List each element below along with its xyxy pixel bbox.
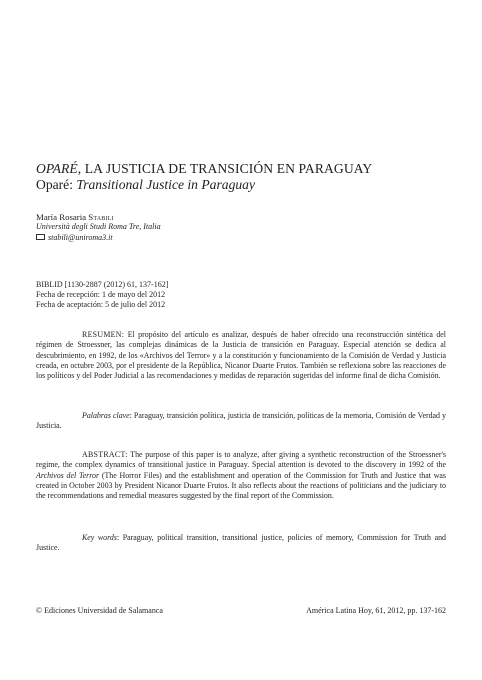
resumen-paragraph (36, 330, 446, 381)
envelope-icon (36, 234, 45, 240)
palabras-clave-section (36, 411, 446, 432)
resumen-section (36, 330, 446, 381)
keywords-section (36, 533, 446, 554)
article-title (36, 160, 456, 177)
author-first-names: María Rosaria (36, 212, 89, 222)
palabras-clave-label: Palabras clave (82, 411, 130, 420)
author-email[interactable]: stabili@uniroma3.it (48, 233, 113, 242)
palabras-clave-text: : Paraguay, transición política, justicia de transición, políticas de la memoria, Comisión de Verdad y Justicia. (36, 411, 446, 431)
abstract-italic-text: Archivos del Terror (36, 470, 100, 480)
keywords-paragraph (36, 533, 446, 554)
keywords-label: Key words (82, 533, 117, 542)
bibliographic-info (36, 280, 168, 311)
biblid: BIBLID [1130-2887 (2012) 61, 137-162] (36, 280, 169, 289)
title-italic: OPARÉ (36, 161, 78, 176)
abstract-text-before: The purpose of this paper is to analyze, after giving a synthetic reconstruction of the Stroessner's regime, the complex dynamics of transitional justice in Paraguay. Special attention is devoted to the discovery in 1992 of the (36, 450, 446, 470)
author-affiliation: Università degli Studi Roma Tre, Italia (36, 222, 161, 231)
subtitle-plain: Oparé: (36, 177, 77, 192)
author-email-line (36, 233, 113, 243)
footer-journal-citation: América Latina Hoy, 61, 2012, pp. 137-162 (306, 606, 446, 615)
abstract-label: ABSTRACT: (82, 450, 128, 459)
resumen-label: RESUMEN: (82, 330, 125, 339)
author-surname: Stabili (88, 212, 114, 222)
abstract-paragraph (36, 450, 446, 501)
palabras-clave-paragraph (36, 411, 446, 432)
resumen-text: El propósito del artículo es analizar, después de haber ofrecido una reconstrucción sintética del régimen de Stroessner, las complejas dinámicas de la Justicia de transición en Paraguay. Especial atención se dedica al descubrimiento, en 1992, de los «Archivos del Terror» y a la constitución y funcionamiento de la Comisión de Verdad y Justicia creada, en octubre 2003, por el presidente de la República, Nicanor Duarte Frutos. También se reflexiona sobre las reacciones de los políticos y del Poder Judicial a las recomendaciones y medidas de reparación sugeridas del informe final de dicha Comisión. (36, 330, 446, 381)
abstract-text-after: (The Horror Files) and the establishment and operation of the Commission for Truth and Justice that was created in October 2003 by President Nicanor Duarte Frutos. It also reflects about the reactions of politicians and the judiciary to the recommendations and remedial measures suggested by the final report of the Commission. (36, 470, 446, 501)
abstract-section (36, 450, 446, 501)
subtitle-italic: Transitional Justice in Paraguay (76, 177, 255, 192)
footer-copyright: © Ediciones Universidad de Salamanca (36, 606, 163, 615)
title-rest: , LA JUSTICIA DE TRANSICIÓN EN PARAGUAY (77, 161, 373, 176)
article-subtitle (36, 176, 456, 193)
keywords-text: : Paraguay, political transition, transitional justice, policies of memory, Commission for Truth and Justice. (36, 533, 446, 553)
accepted-date: Fecha de aceptación: 5 de julio del 2012 (36, 300, 166, 310)
received-date: Fecha de recepción: 1 de mayo del 2012 (36, 290, 166, 300)
